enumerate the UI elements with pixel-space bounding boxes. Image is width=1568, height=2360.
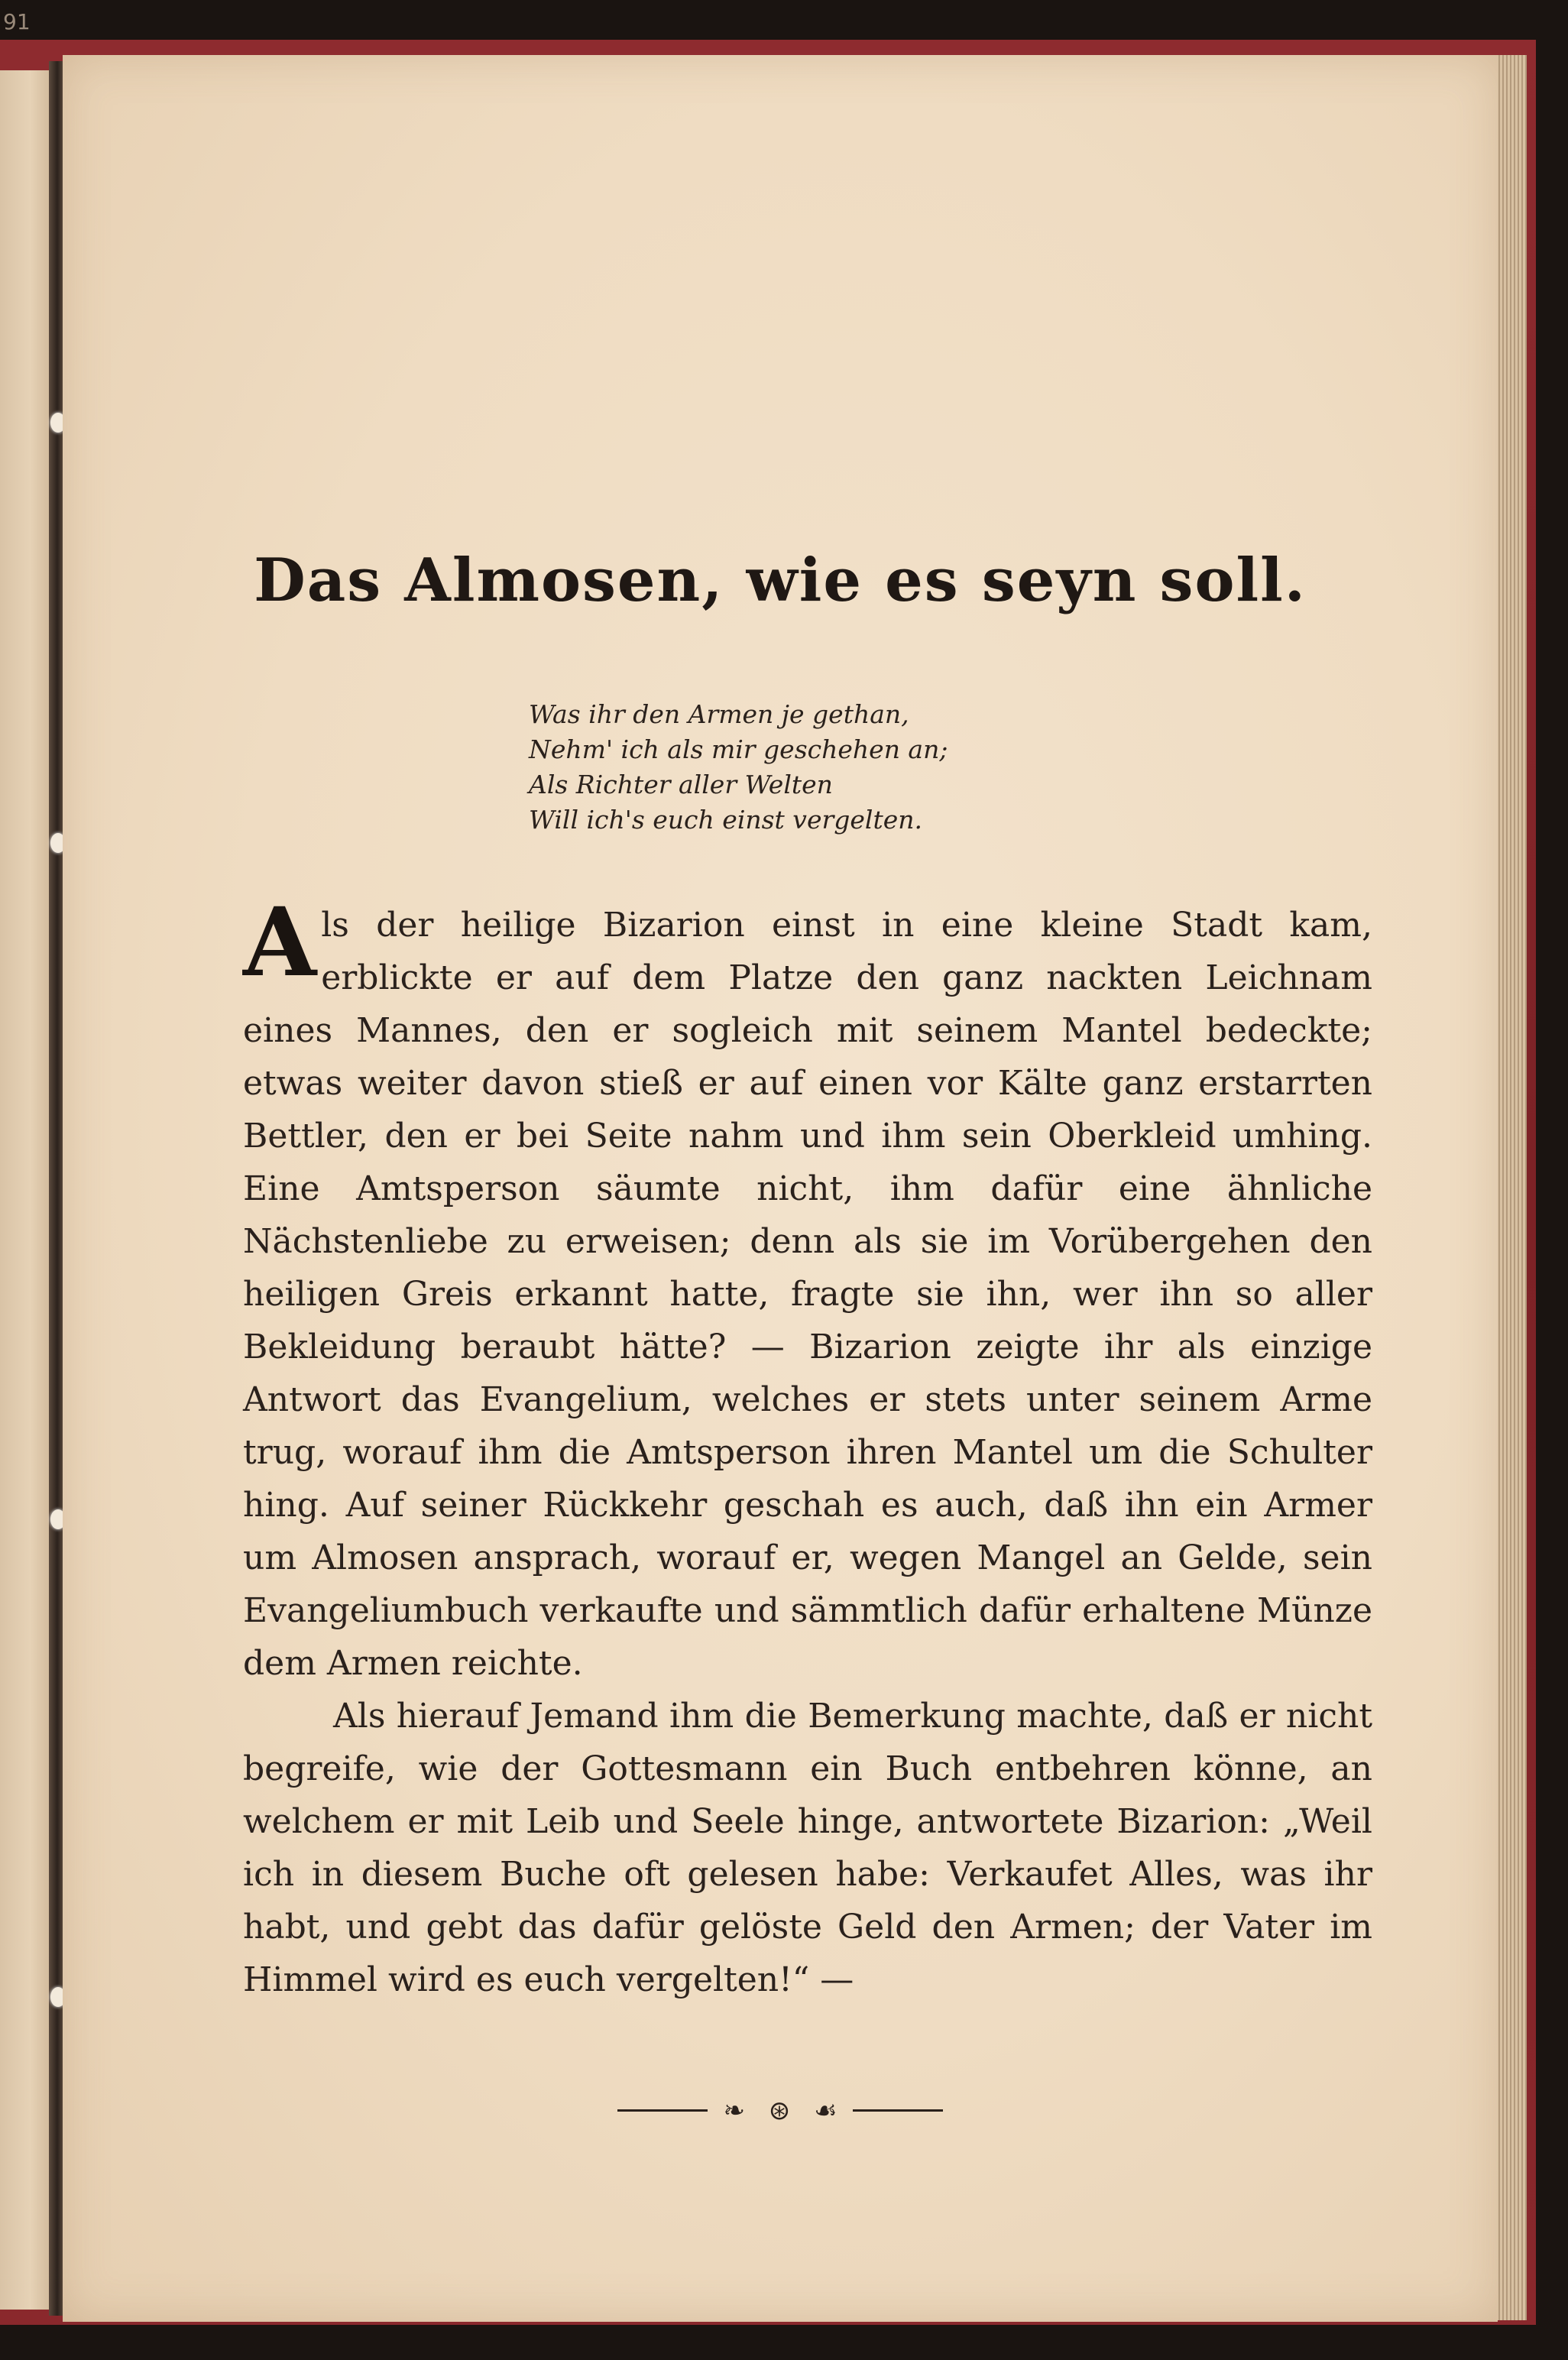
book-page [63,55,1498,2322]
page-edge-number: 91 [3,9,31,34]
verse-line: Was ihr den Armen je gethan, [529,699,909,729]
verse-line: Will ich's euch einst vergelten. [529,805,922,835]
fleuron-left-icon: ❧ [723,2095,745,2126]
fleuron-right-icon: ☙ [814,2095,837,2126]
verse-line: Als Richter aller Welten [529,770,833,799]
paragraph-2: Als hierauf Jemand ihm die Bemerkung machte, daß er nicht begreife, wie der Gottesmann ein Buch entbehren könne, an welchem er mit Leib und Seele hinge, antwortete Bizarion: „Weil ich in diesem Buche oft gelesen habe: Verkaufet Alles, was ihr habt, und gebt das dafür gelöste Geld den Armen; der Vater im Himmel wird es euch vergelten!“ — [243,1697,1372,1999]
paragraph-1 [243,887,1372,1690]
closing-ornament [63,2094,1498,2126]
paragraph-1-text: ls der heilige Bizarion einst in eine kleine Stadt kam, erblickte er auf dem Platze den ganz nackten Leichnam eines Mannes, den er sogleich mit seinem Mantel bedeckte; etwas weiter davon stieß er auf einen vor Kälte ganz erstarrten Bettler, den er bei Seite nahm und ihm sein Oberkleid umhing. Eine Amtsperson säumte nicht, ihm dafür eine ähnliche Nächstenliebe zu erweisen; denn als sie im Vorübergehen den heiligen Greis erkannt hatte, fragte sie ihn, wer ihn so aller Bekleidung beraubt hätte? — Bizarion zeigte ihr als einzige Antwort das Evangelium, welches er stets unter seinem Arme trug, worauf ihm die Amtsperson ihren Mantel um die Schulter hing. Auf seiner Rückkehr geschah es auch, daß ihn ein Armer um Almosen ansprach, worauf er, wegen Mangel an Gelde, sein Evangeliumbuch verkaufte und sämmtlich dafür erhaltene Münze dem Armen reichte. [243,906,1372,1683]
story-body [243,887,1372,2006]
ornament-rule [853,2109,943,2112]
previous-page-edge [0,70,55,2310]
rosette-icon: ⊛ [768,2095,791,2126]
epigraph-verse [529,697,1110,838]
drop-cap-initial: A [243,887,317,998]
verse-line: Nehm' ich als mir geschehen an; [529,734,948,764]
ornament-rule [617,2109,708,2112]
page-title: Das Almosen, wie es seyn soll. [254,546,1307,615]
